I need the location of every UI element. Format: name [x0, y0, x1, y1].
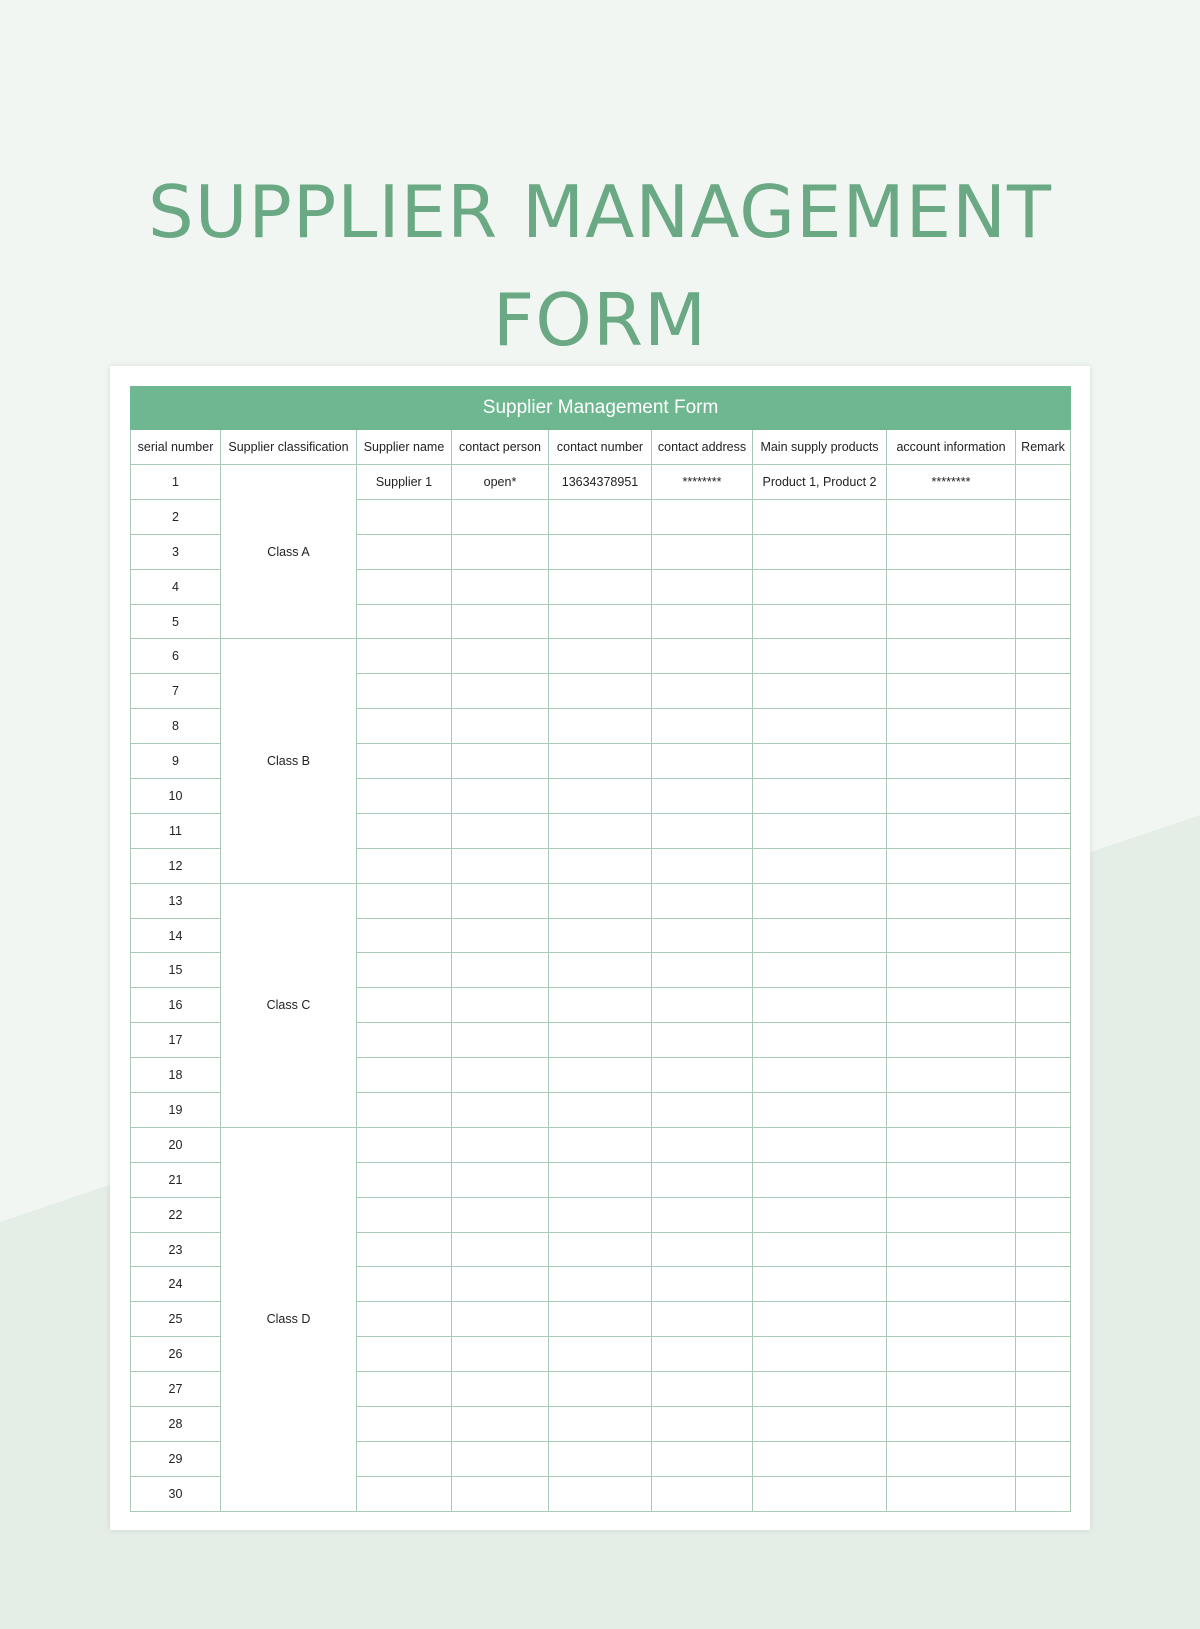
serial-cell: 17: [131, 1023, 221, 1058]
empty-cell[interactable]: [452, 1476, 549, 1511]
empty-cell[interactable]: [753, 1197, 887, 1232]
empty-cell[interactable]: [452, 744, 549, 779]
empty-cell[interactable]: [357, 1267, 452, 1302]
header-row: [131, 430, 1071, 465]
serial-cell: 13: [131, 883, 221, 918]
empty-cell[interactable]: [753, 674, 887, 709]
empty-cell[interactable]: [652, 848, 753, 883]
empty-cell[interactable]: [357, 604, 452, 639]
cell-contact-address[interactable]: ********: [652, 465, 753, 500]
empty-cell[interactable]: [753, 639, 887, 674]
empty-cell[interactable]: [652, 1302, 753, 1337]
empty-cell[interactable]: [357, 988, 452, 1023]
empty-cell[interactable]: [1016, 1407, 1071, 1442]
column-header: contact address: [652, 430, 753, 465]
empty-cell[interactable]: [652, 953, 753, 988]
empty-cell[interactable]: [652, 744, 753, 779]
empty-cell[interactable]: [887, 988, 1016, 1023]
empty-cell[interactable]: [452, 1407, 549, 1442]
empty-cell[interactable]: [652, 813, 753, 848]
empty-cell[interactable]: [652, 1372, 753, 1407]
empty-cell[interactable]: [652, 534, 753, 569]
empty-cell[interactable]: [452, 883, 549, 918]
cell-account-info[interactable]: ********: [887, 465, 1016, 500]
table-row: [131, 639, 1071, 674]
empty-cell[interactable]: [652, 1441, 753, 1476]
empty-cell[interactable]: [452, 953, 549, 988]
classification-cell: Class B: [221, 639, 357, 883]
empty-cell[interactable]: [652, 1407, 753, 1442]
empty-cell[interactable]: [1016, 1162, 1071, 1197]
empty-cell[interactable]: [452, 1232, 549, 1267]
empty-cell[interactable]: [652, 918, 753, 953]
empty-cell[interactable]: [549, 1197, 652, 1232]
serial-cell: 4: [131, 569, 221, 604]
empty-cell[interactable]: [1016, 1441, 1071, 1476]
empty-cell[interactable]: [1016, 1337, 1071, 1372]
column-header: contact number: [549, 430, 652, 465]
empty-cell[interactable]: [549, 1023, 652, 1058]
empty-cell[interactable]: [357, 1337, 452, 1372]
empty-cell[interactable]: [1016, 779, 1071, 814]
empty-cell[interactable]: [753, 1267, 887, 1302]
serial-cell: 7: [131, 674, 221, 709]
serial-cell: 26: [131, 1337, 221, 1372]
empty-cell[interactable]: [652, 499, 753, 534]
table-row: [131, 465, 1071, 500]
empty-cell[interactable]: [652, 1232, 753, 1267]
empty-cell[interactable]: [357, 779, 452, 814]
empty-cell[interactable]: [452, 1337, 549, 1372]
empty-cell[interactable]: [753, 744, 887, 779]
empty-cell[interactable]: [1016, 1476, 1071, 1511]
empty-cell[interactable]: [1016, 569, 1071, 604]
empty-cell[interactable]: [887, 744, 1016, 779]
empty-cell[interactable]: [887, 1162, 1016, 1197]
empty-cell[interactable]: [452, 988, 549, 1023]
serial-cell: 8: [131, 709, 221, 744]
empty-cell[interactable]: [357, 1093, 452, 1128]
serial-cell: 30: [131, 1476, 221, 1511]
serial-cell: 23: [131, 1232, 221, 1267]
empty-cell[interactable]: [753, 604, 887, 639]
empty-cell[interactable]: [549, 569, 652, 604]
empty-cell[interactable]: [549, 1093, 652, 1128]
form-sheet: [110, 366, 1090, 1530]
empty-cell[interactable]: [549, 709, 652, 744]
empty-cell[interactable]: [753, 1407, 887, 1442]
empty-cell[interactable]: [652, 1093, 753, 1128]
empty-cell[interactable]: [887, 953, 1016, 988]
serial-cell: 19: [131, 1093, 221, 1128]
column-header: Remark: [1016, 430, 1071, 465]
empty-cell[interactable]: [887, 1197, 1016, 1232]
empty-cell[interactable]: [357, 848, 452, 883]
empty-cell[interactable]: [357, 1407, 452, 1442]
empty-cell[interactable]: [887, 779, 1016, 814]
empty-cell[interactable]: [1016, 1302, 1071, 1337]
empty-cell[interactable]: [887, 1407, 1016, 1442]
serial-cell: 1: [131, 465, 221, 500]
empty-cell[interactable]: [452, 534, 549, 569]
cell-contact-person[interactable]: open*: [452, 465, 549, 500]
empty-cell[interactable]: [1016, 918, 1071, 953]
empty-cell[interactable]: [652, 1162, 753, 1197]
empty-cell[interactable]: [549, 883, 652, 918]
empty-cell[interactable]: [753, 1302, 887, 1337]
empty-cell[interactable]: [753, 848, 887, 883]
empty-cell[interactable]: [1016, 674, 1071, 709]
empty-cell[interactable]: [357, 1023, 452, 1058]
cell-remark[interactable]: [1016, 465, 1071, 500]
serial-cell: 29: [131, 1441, 221, 1476]
table-row: [131, 883, 1071, 918]
serial-cell: 5: [131, 604, 221, 639]
empty-cell[interactable]: [887, 1232, 1016, 1267]
empty-cell[interactable]: [1016, 1093, 1071, 1128]
serial-cell: 28: [131, 1407, 221, 1442]
empty-cell[interactable]: [357, 1197, 452, 1232]
empty-cell[interactable]: [753, 918, 887, 953]
empty-cell[interactable]: [652, 779, 753, 814]
empty-cell[interactable]: [452, 1023, 549, 1058]
column-header: account information: [887, 430, 1016, 465]
empty-cell[interactable]: [887, 848, 1016, 883]
empty-cell[interactable]: [887, 709, 1016, 744]
empty-cell[interactable]: [887, 1441, 1016, 1476]
empty-cell[interactable]: [887, 604, 1016, 639]
empty-cell[interactable]: [452, 1441, 549, 1476]
serial-cell: 22: [131, 1197, 221, 1232]
empty-cell[interactable]: [753, 953, 887, 988]
empty-cell[interactable]: [357, 1162, 452, 1197]
empty-cell[interactable]: [549, 1372, 652, 1407]
empty-cell[interactable]: [1016, 953, 1071, 988]
empty-cell[interactable]: [452, 639, 549, 674]
cell-supplier-name[interactable]: Supplier 1: [357, 465, 452, 500]
empty-cell[interactable]: [652, 639, 753, 674]
empty-cell[interactable]: [549, 744, 652, 779]
empty-cell[interactable]: [357, 1372, 452, 1407]
serial-cell: 15: [131, 953, 221, 988]
empty-cell[interactable]: [887, 813, 1016, 848]
empty-cell[interactable]: [753, 1441, 887, 1476]
empty-cell[interactable]: [753, 499, 887, 534]
empty-cell[interactable]: [1016, 1232, 1071, 1267]
empty-cell[interactable]: [1016, 1372, 1071, 1407]
empty-cell[interactable]: [652, 604, 753, 639]
empty-cell[interactable]: [452, 1058, 549, 1093]
empty-cell[interactable]: [753, 534, 887, 569]
empty-cell[interactable]: [1016, 499, 1071, 534]
empty-cell[interactable]: [652, 1337, 753, 1372]
serial-cell: 12: [131, 848, 221, 883]
empty-cell[interactable]: [549, 1058, 652, 1093]
empty-cell[interactable]: [1016, 744, 1071, 779]
empty-cell[interactable]: [452, 779, 549, 814]
empty-cell[interactable]: [753, 883, 887, 918]
empty-cell[interactable]: [357, 1441, 452, 1476]
empty-cell[interactable]: [452, 604, 549, 639]
serial-cell: 10: [131, 779, 221, 814]
serial-cell: 14: [131, 918, 221, 953]
classification-cell: Class D: [221, 1127, 357, 1511]
page-title-line-1: SUPPLIER MANAGEMENT: [148, 170, 1052, 255]
empty-cell[interactable]: [652, 1127, 753, 1162]
empty-cell[interactable]: [887, 1127, 1016, 1162]
serial-cell: 2: [131, 499, 221, 534]
page-title-line-2: FORM: [492, 278, 708, 363]
empty-cell[interactable]: [753, 1476, 887, 1511]
empty-cell[interactable]: [549, 813, 652, 848]
empty-cell[interactable]: [549, 674, 652, 709]
empty-cell[interactable]: [549, 953, 652, 988]
empty-cell[interactable]: [452, 1267, 549, 1302]
empty-cell[interactable]: [452, 918, 549, 953]
empty-cell[interactable]: [357, 1127, 452, 1162]
empty-cell[interactable]: [652, 1267, 753, 1302]
empty-cell[interactable]: [549, 1267, 652, 1302]
empty-cell[interactable]: [357, 1232, 452, 1267]
serial-cell: 16: [131, 988, 221, 1023]
empty-cell[interactable]: [452, 1093, 549, 1128]
empty-cell[interactable]: [652, 988, 753, 1023]
serial-cell: 27: [131, 1372, 221, 1407]
empty-cell[interactable]: [549, 1302, 652, 1337]
empty-cell[interactable]: [357, 709, 452, 744]
empty-cell[interactable]: [887, 1372, 1016, 1407]
empty-cell[interactable]: [1016, 883, 1071, 918]
empty-cell[interactable]: [357, 534, 452, 569]
empty-cell[interactable]: [1016, 1267, 1071, 1302]
empty-cell[interactable]: [652, 674, 753, 709]
empty-cell[interactable]: [452, 1302, 549, 1337]
empty-cell[interactable]: [887, 674, 1016, 709]
empty-cell[interactable]: [887, 1267, 1016, 1302]
column-header: Main supply products: [753, 430, 887, 465]
empty-cell[interactable]: [753, 988, 887, 1023]
empty-cell[interactable]: [1016, 813, 1071, 848]
table-row: [131, 1127, 1071, 1162]
empty-cell[interactable]: [549, 604, 652, 639]
empty-cell[interactable]: [549, 499, 652, 534]
empty-cell[interactable]: [549, 918, 652, 953]
empty-cell[interactable]: [549, 1162, 652, 1197]
empty-cell[interactable]: [652, 1476, 753, 1511]
empty-cell[interactable]: [1016, 639, 1071, 674]
empty-cell[interactable]: [753, 779, 887, 814]
empty-cell[interactable]: [452, 1162, 549, 1197]
empty-cell[interactable]: [357, 639, 452, 674]
empty-cell[interactable]: [357, 883, 452, 918]
empty-cell[interactable]: [1016, 604, 1071, 639]
empty-cell[interactable]: [549, 1441, 652, 1476]
empty-cell[interactable]: [887, 1093, 1016, 1128]
empty-cell[interactable]: [357, 744, 452, 779]
empty-cell[interactable]: [652, 569, 753, 604]
empty-cell[interactable]: [452, 709, 549, 744]
empty-cell[interactable]: [887, 1023, 1016, 1058]
empty-cell[interactable]: [452, 1197, 549, 1232]
empty-cell[interactable]: [753, 709, 887, 744]
empty-cell[interactable]: [652, 1023, 753, 1058]
empty-cell[interactable]: [452, 499, 549, 534]
empty-cell[interactable]: [753, 569, 887, 604]
serial-cell: 20: [131, 1127, 221, 1162]
empty-cell[interactable]: [549, 1476, 652, 1511]
column-header: contact person: [452, 430, 549, 465]
empty-cell[interactable]: [1016, 1127, 1071, 1162]
empty-cell[interactable]: [549, 988, 652, 1023]
empty-cell[interactable]: [887, 883, 1016, 918]
empty-cell[interactable]: [652, 883, 753, 918]
empty-cell[interactable]: [1016, 848, 1071, 883]
empty-cell[interactable]: [753, 1162, 887, 1197]
serial-cell: 25: [131, 1302, 221, 1337]
empty-cell[interactable]: [452, 674, 549, 709]
empty-cell[interactable]: [887, 639, 1016, 674]
empty-cell[interactable]: [887, 534, 1016, 569]
empty-cell[interactable]: [887, 1337, 1016, 1372]
empty-cell[interactable]: [1016, 1023, 1071, 1058]
empty-cell[interactable]: [357, 1058, 452, 1093]
page-title: [0, 158, 1200, 374]
empty-cell[interactable]: [652, 1197, 753, 1232]
empty-cell[interactable]: [357, 953, 452, 988]
cell-main-products[interactable]: Product 1, Product 2: [753, 465, 887, 500]
empty-cell[interactable]: [357, 569, 452, 604]
empty-cell[interactable]: [452, 848, 549, 883]
classification-cell: Class C: [221, 883, 357, 1127]
empty-cell[interactable]: [452, 813, 549, 848]
supplier-table: [130, 386, 1071, 1512]
empty-cell[interactable]: [549, 639, 652, 674]
empty-cell[interactable]: [753, 1023, 887, 1058]
empty-cell[interactable]: [753, 1372, 887, 1407]
empty-cell[interactable]: [549, 779, 652, 814]
empty-cell[interactable]: [887, 918, 1016, 953]
empty-cell[interactable]: [753, 1232, 887, 1267]
empty-cell[interactable]: [887, 499, 1016, 534]
empty-cell[interactable]: [1016, 1058, 1071, 1093]
empty-cell[interactable]: [357, 1302, 452, 1337]
empty-cell[interactable]: [1016, 1197, 1071, 1232]
empty-cell[interactable]: [887, 1058, 1016, 1093]
empty-cell[interactable]: [652, 1058, 753, 1093]
empty-cell[interactable]: [753, 1127, 887, 1162]
empty-cell[interactable]: [753, 1058, 887, 1093]
serial-cell: 11: [131, 813, 221, 848]
serial-cell: 18: [131, 1058, 221, 1093]
empty-cell[interactable]: [357, 1476, 452, 1511]
empty-cell[interactable]: [549, 848, 652, 883]
empty-cell[interactable]: [357, 499, 452, 534]
cell-contact-number[interactable]: 13634378951: [549, 465, 652, 500]
empty-cell[interactable]: [753, 813, 887, 848]
empty-cell[interactable]: [549, 1337, 652, 1372]
table-body: [131, 465, 1071, 1512]
empty-cell[interactable]: [549, 1232, 652, 1267]
serial-cell: 6: [131, 639, 221, 674]
empty-cell[interactable]: [549, 1407, 652, 1442]
empty-cell[interactable]: [357, 813, 452, 848]
serial-cell: 3: [131, 534, 221, 569]
empty-cell[interactable]: [887, 569, 1016, 604]
serial-cell: 24: [131, 1267, 221, 1302]
empty-cell[interactable]: [357, 674, 452, 709]
empty-cell[interactable]: [753, 1093, 887, 1128]
empty-cell[interactable]: [549, 1127, 652, 1162]
empty-cell[interactable]: [357, 918, 452, 953]
column-header: serial number: [131, 430, 221, 465]
empty-cell[interactable]: [1016, 534, 1071, 569]
serial-cell: 9: [131, 744, 221, 779]
empty-cell[interactable]: [753, 1337, 887, 1372]
empty-cell[interactable]: [1016, 988, 1071, 1023]
column-header: Supplier name: [357, 430, 452, 465]
empty-cell[interactable]: [452, 1127, 549, 1162]
empty-cell[interactable]: [887, 1476, 1016, 1511]
empty-cell[interactable]: [652, 709, 753, 744]
classification-cell: Class A: [221, 465, 357, 639]
serial-cell: 21: [131, 1162, 221, 1197]
empty-cell[interactable]: [452, 1372, 549, 1407]
empty-cell[interactable]: [549, 534, 652, 569]
empty-cell[interactable]: [1016, 709, 1071, 744]
column-header: Supplier classification: [221, 430, 357, 465]
empty-cell[interactable]: [452, 569, 549, 604]
form-banner: Supplier Management Form: [131, 387, 1071, 430]
empty-cell[interactable]: [887, 1302, 1016, 1337]
